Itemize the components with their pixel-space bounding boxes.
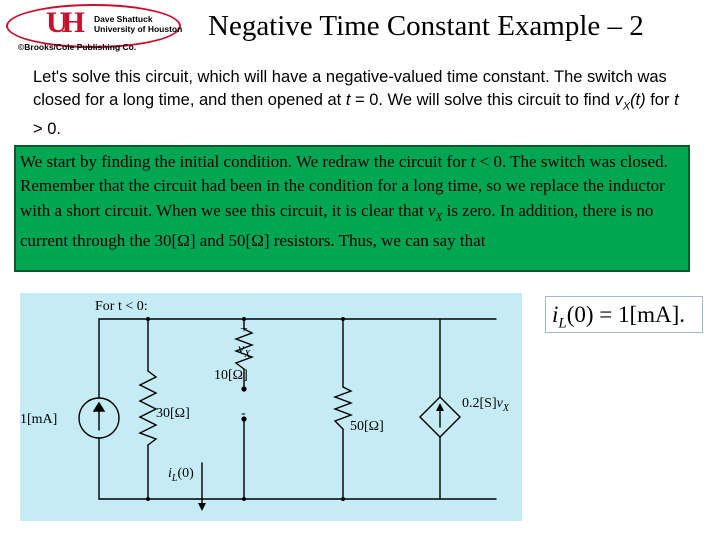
logo-university: University of Houston (94, 24, 183, 34)
initial-condition-equation (545, 296, 703, 333)
svg-text:iL(0) (168, 466, 194, 484)
circuit-diagram (20, 293, 522, 521)
circuit-condition-label: For t < 0: (95, 299, 148, 314)
r30-label: 30[Ω] (156, 406, 190, 421)
il-i: i (168, 466, 172, 481)
intro-vx: v (614, 91, 623, 109)
intro-t: t (345, 91, 351, 109)
box-text-1: We start by finding the initial condition. We redraw the circuit for (20, 152, 471, 171)
logo-copyright: ©Brooks/Cole Publishing Co. (18, 42, 137, 52)
eq-i: i (552, 302, 559, 327)
dep-gain: 0.2[S] (462, 396, 497, 411)
intro-vx-sub: X (622, 100, 631, 113)
vx-v: v (238, 342, 245, 357)
explanation-box (14, 145, 690, 272)
dep-x: X (502, 403, 509, 414)
terminal-top (241, 386, 246, 391)
box-vx: v (428, 200, 436, 220)
box-vx-sub: X (435, 210, 443, 223)
dep-v: v (496, 396, 503, 411)
logo (6, 2, 186, 54)
circuit-schematic (20, 293, 522, 521)
vx-minus: - (241, 406, 246, 421)
box-text-2: < 0. The switch was closed. Remember that the circuit had been in the condition for a long time, so we replace the inductor with a short circuit. When we see this circuit, it is clear that (20, 152, 668, 220)
intro-text-1: Let's solve this circuit, which will have a negative-valued time constant. The switch was closed for a long time, and then opened at (33, 68, 667, 109)
resistor-30 (140, 371, 156, 445)
eq-sub: L (558, 315, 567, 332)
box-text-3: is zero. In addition, there is no current through the 30[Ω] and 50[Ω] resistors. Thus, we can say that (20, 200, 654, 251)
eq-rest: (0) = 1[mA]. (566, 302, 686, 327)
intro-vx-arg: (t) (630, 91, 646, 109)
resistor-50 (335, 387, 351, 429)
r50-label: 50[Ω] (350, 419, 384, 434)
il-arg: (0) (177, 466, 194, 481)
logo-author: Dave Shattuck (94, 14, 153, 24)
intro-paragraph (33, 66, 683, 141)
slide-title: Negative Time Constant Example – 2 (208, 10, 644, 42)
intro-text-4: > 0. (33, 120, 61, 139)
il-l: L (171, 473, 178, 484)
intro-text-2: = 0. We will solve this circuit to find (350, 91, 615, 109)
box-t: t (470, 152, 476, 171)
vx-plus: + (240, 322, 248, 337)
intro-t2: t (674, 91, 679, 109)
r10-label: 10[Ω] (214, 368, 248, 383)
svg-text:0.2[S]vX (462, 396, 510, 414)
uh-logo-mark: UH (46, 6, 79, 39)
source-label: 1[mA] (20, 412, 58, 427)
intro-text-3: for (645, 91, 675, 109)
vx-x: X (244, 349, 251, 360)
